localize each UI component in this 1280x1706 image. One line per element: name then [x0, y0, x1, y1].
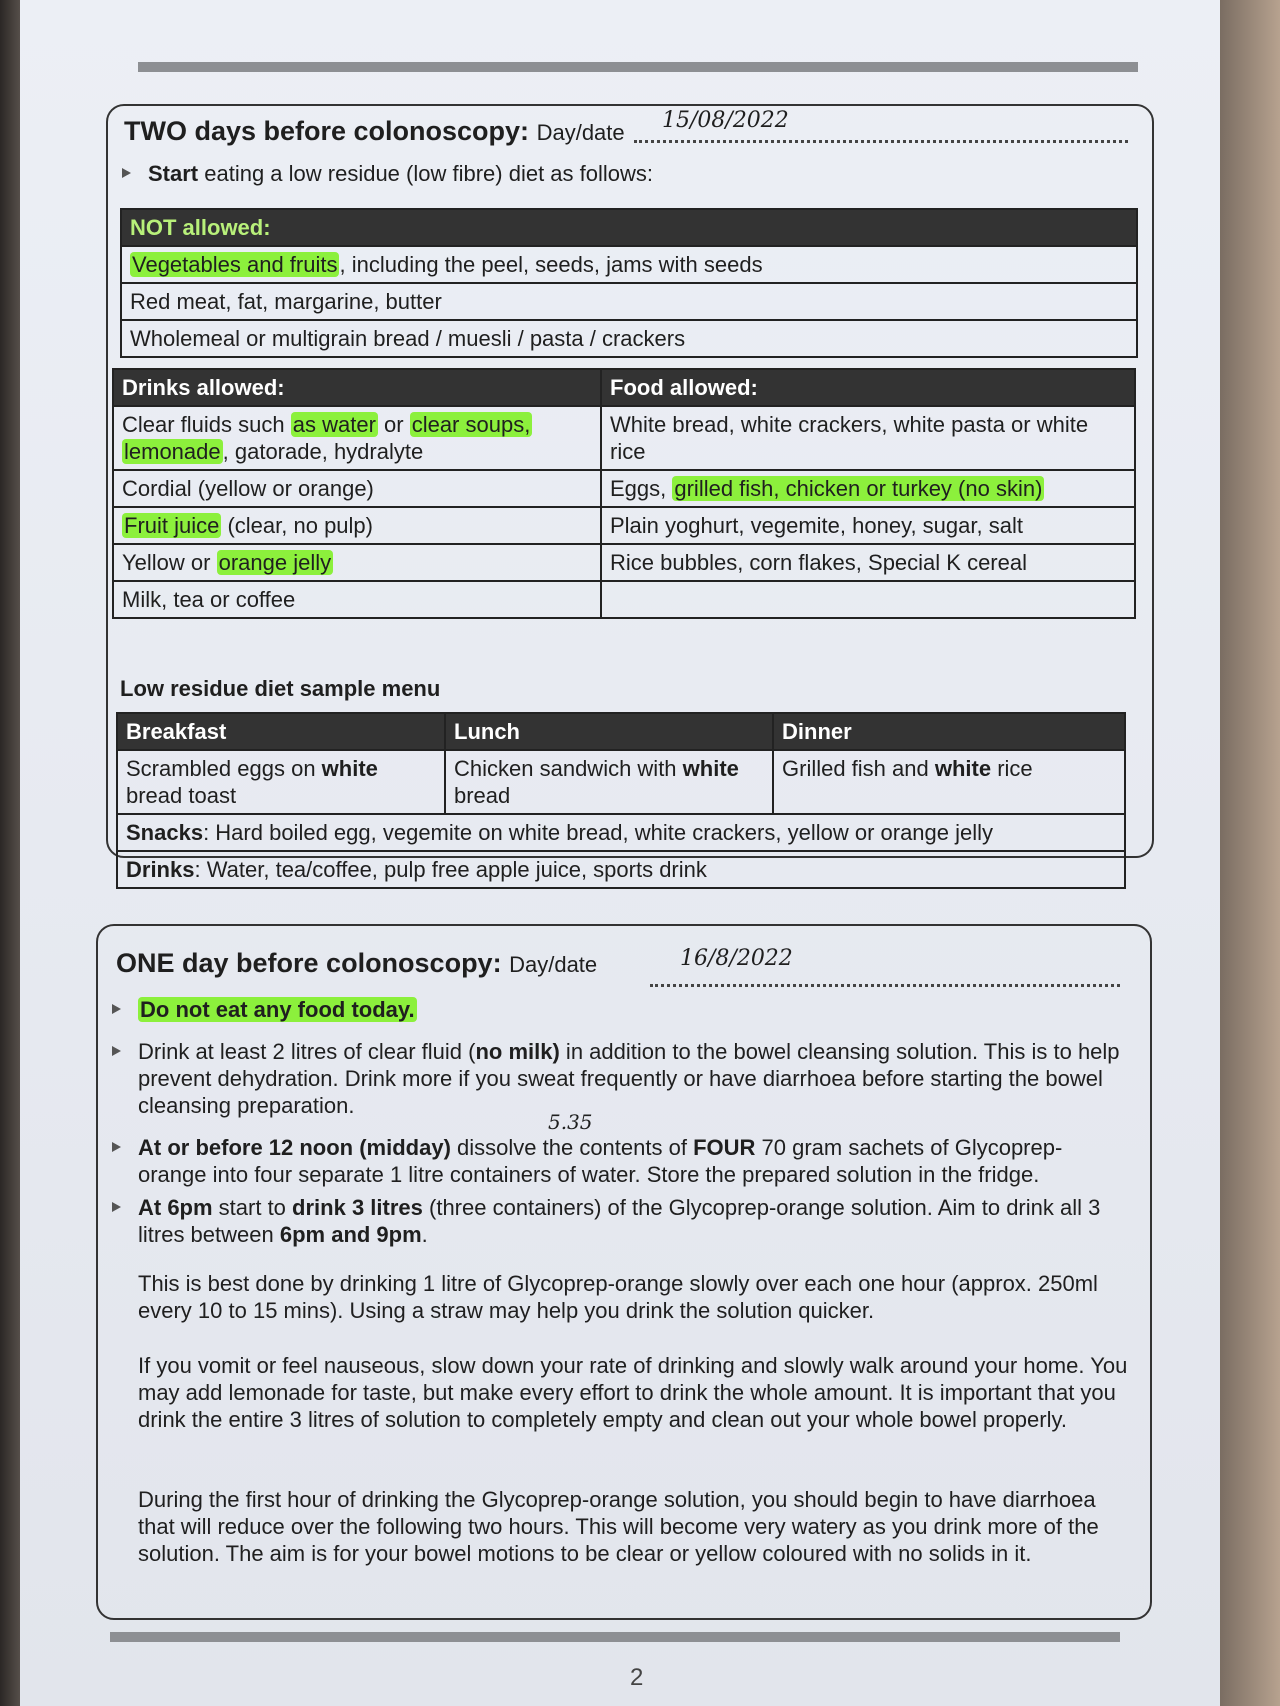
top-rule — [138, 62, 1138, 72]
snacks-text: : Hard boiled egg, vegemite on white bread, white crackers, yellow or orange jelly — [203, 820, 994, 845]
col-dinner: Dinner — [773, 713, 1125, 750]
not-allowed-row: Wholemeal or multigrain bread / muesli / pasta / crackers — [121, 320, 1137, 357]
f2-a: Eggs, — [610, 476, 673, 501]
d1-f: , gatorade, hydralyte — [222, 439, 424, 464]
snacks-label: Snacks — [126, 820, 204, 845]
b3-bold1: At or before 12 noon (midday) — [138, 1135, 451, 1160]
section1-handwritten-date: 15/08/2022 — [662, 108, 789, 133]
bullet-icon — [122, 168, 131, 178]
col-breakfast: Breakfast — [117, 713, 445, 750]
not-allowed-1-hl: Vegetables and fruits — [132, 252, 338, 277]
section1-date-label: Day/date — [536, 120, 625, 145]
b2-bold: no milk) — [475, 1039, 560, 1064]
d4-b: orange jelly — [218, 550, 332, 575]
d1-a: Clear fluids such — [122, 412, 291, 437]
d1-d: clear soups, — [411, 412, 531, 437]
section1-title-text: TWO days before colonoscopy: — [124, 116, 530, 146]
not-allowed-header: NOT allowed: — [121, 209, 1137, 246]
section2-bullet-3 — [138, 1134, 1128, 1188]
bullet-icon — [112, 1142, 121, 1152]
l-bold: white — [682, 756, 739, 781]
b2-c: in addition to the bowel cleansing solution. This is to help prevent dehydration. Drink more if you sweat frequently or have diarrhoea before starting the bowel cleansing preparation. — [138, 1039, 1120, 1118]
drinks-cell — [113, 507, 601, 544]
d3-b: (clear, no pulp) — [221, 513, 373, 538]
food-cell — [601, 470, 1135, 507]
menu-drinks — [117, 851, 1125, 888]
section2-bullet-2 — [138, 1038, 1128, 1119]
food-header: Food allowed: — [601, 369, 1135, 406]
menu-title: Low residue diet sample menu — [120, 676, 441, 701]
d1-b: as water — [292, 412, 376, 437]
menu-snacks — [117, 814, 1125, 851]
not-allowed-row: Red meat, fat, margarine, butter — [121, 283, 1137, 320]
section2-bullet-1 — [138, 996, 417, 1023]
section2-paragraph-1: This is best done by drinking 1 litre of Glycoprep-orange slowly over each one hour (approx. 250ml every 10 to 15 mins). Using a straw may help you drink the solution quicker. — [138, 1271, 1098, 1323]
b4-bold3: 6pm and 9pm — [279, 1222, 422, 1247]
menu-dinner — [773, 750, 1125, 814]
drinks-header: Drinks allowed: — [113, 369, 601, 406]
background-right — [1220, 0, 1280, 1706]
section1-intro — [148, 160, 653, 187]
l-c: bread — [454, 783, 511, 808]
dn-c: rice — [991, 756, 1033, 781]
food-cell: White bread, white crackers, white pasta or white rice — [601, 406, 1135, 470]
food-cell: Plain yoghurt, vegemite, honey, sugar, salt — [601, 507, 1135, 544]
b4-c: . — [421, 1222, 428, 1247]
section2-handwritten-date: 16/8/2022 — [680, 946, 793, 971]
drinks-text: : Water, tea/coffee, pulp free apple juice, sports drink — [194, 857, 707, 882]
b-bold: white — [321, 756, 378, 781]
b4-bold1: At 6pm — [138, 1195, 213, 1220]
l-a: Chicken sandwich with — [454, 756, 683, 781]
allowed-table — [112, 368, 1136, 619]
b1-text: Do not eat any food today. — [140, 997, 415, 1022]
document-page — [20, 0, 1220, 1706]
section2-date-line — [650, 984, 1120, 987]
drinks-label: Drinks — [126, 857, 195, 882]
f2-b: grilled fish, chicken or turkey (no skin) — [674, 476, 1043, 501]
drinks-cell — [113, 544, 601, 581]
b3-a: dissolve the contents of — [450, 1135, 694, 1160]
drinks-cell — [113, 406, 601, 470]
bullet-icon — [112, 1004, 121, 1014]
food-cell: Rice bubbles, corn flakes, Special K cereal — [601, 544, 1135, 581]
menu-lunch — [445, 750, 773, 814]
drinks-cell: Milk, tea or coffee — [113, 581, 601, 618]
dn-bold: white — [934, 756, 992, 781]
d1-c: or — [377, 412, 410, 437]
b4-b: (three containers) of the Glycoprep-orange solution. Aim to drink all 3 litres between — [138, 1195, 1101, 1247]
intro-rest: eating a low residue (low fibre) diet as follows: — [198, 161, 654, 186]
menu-breakfast — [117, 750, 445, 814]
d3-a: Fruit juice — [124, 513, 220, 538]
b2-a: Drink at least 2 litres of clear fluid ( — [138, 1039, 476, 1064]
b4-a: start to — [212, 1195, 293, 1220]
section2-title — [116, 948, 597, 979]
dn-a: Grilled fish and — [782, 756, 935, 781]
section1-title — [124, 116, 625, 147]
d1-e: lemonade — [124, 439, 221, 464]
bullet-icon — [112, 1046, 121, 1056]
section2-date-label: Day/date — [509, 952, 598, 977]
section1-date-line — [634, 140, 1128, 143]
page-number: 2 — [630, 1664, 644, 1691]
b3-b: 70 gram sachets of Glycoprep-orange into four separate 1 litre containers of water. Store the prepared solution in the fridge. — [138, 1135, 1063, 1187]
bottom-rule — [110, 1632, 1120, 1642]
section2-paragraph-2: If you vomit or feel nauseous, slow down your rate of drinking and slowly walk around your home. You may add lemonade for taste, but make every effort to drink the whole amount. It is important that you drink the entire 3 litres of solution to completely empty and clean out your whole bowel properly. — [138, 1353, 1128, 1432]
section2-paragraph-3: During the first hour of drinking the Glycoprep-orange solution, you should begin to have diarrhoea that will reduce over the following two hours. This will become very watery as you drink more of the solution. The aim is for your bowel motions to be clear or yellow coloured with no solids in it. — [138, 1487, 1099, 1566]
bullet-icon — [112, 1202, 121, 1212]
intro-bold: Start — [148, 161, 199, 186]
drinks-cell: Cordial (yellow or orange) — [113, 470, 601, 507]
sample-menu-table — [116, 712, 1126, 889]
section2-title-text: ONE day before colonoscopy: — [116, 948, 502, 978]
b3-bold2: FOUR — [693, 1135, 756, 1160]
b4-bold2: drink 3 litres — [292, 1195, 423, 1220]
section2-bullet-4 — [138, 1194, 1128, 1248]
not-allowed-table — [120, 208, 1138, 358]
not-allowed-row — [121, 246, 1137, 283]
col-lunch: Lunch — [445, 713, 773, 750]
not-allowed-1-rest: , including the peel, seeds, jams with seeds — [339, 252, 763, 277]
handwritten-time: 5.35 — [548, 1110, 593, 1134]
food-cell-empty — [601, 581, 1135, 618]
d4-a: Yellow or — [122, 550, 217, 575]
b-c: bread toast — [126, 783, 237, 808]
b-a: Scrambled eggs on — [126, 756, 322, 781]
